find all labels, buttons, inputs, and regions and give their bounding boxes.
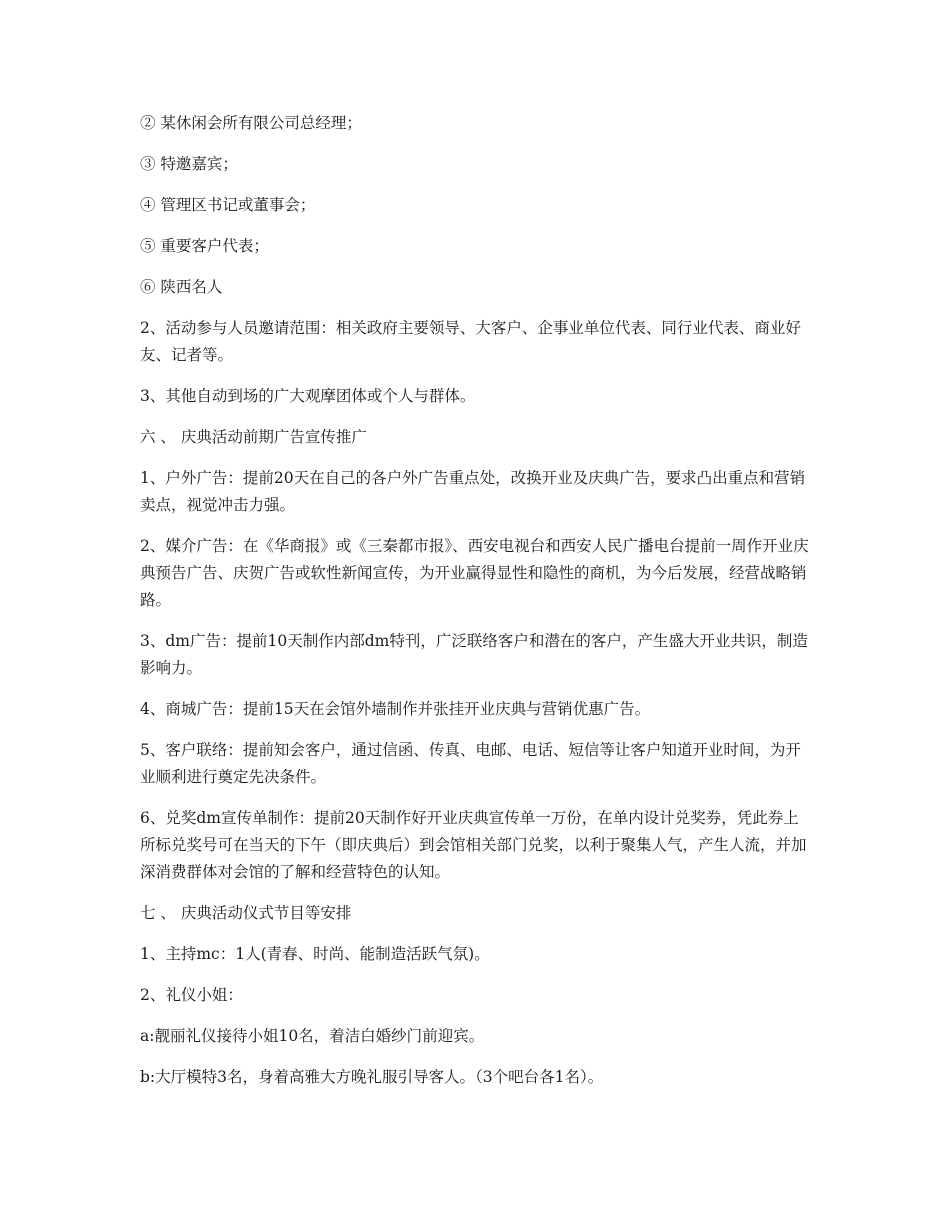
outdoor-ad-paragraph: 1、户外广告：提前20天在自己的各户外广告重点处，改换开业及庆典广告，要求凸出重点和营销卖点，视觉冲击力强。 [140,469,806,514]
guest-item-6: ⑥ 陕西名人 [140,278,223,296]
section-heading-7: 七 、 庆典活动仪式节目等安排 [140,904,352,922]
other-attendees-paragraph: 3、其他自动到场的广大观摩团体或个人与群体。 [140,387,476,405]
etiquette-item-a: a:靓丽礼仪接待小姐10名，着洁白婚纱门前迎宾。 [140,1027,485,1045]
guest-item-4: ④ 管理区书记或董事会； [140,196,316,214]
guest-item-2: ② 某休闲会所有限公司总经理； [140,114,362,132]
dm-ad-paragraph: 3、dm广告：提前10天制作内部dm特刊，广泛联络客户和潜在的客户，产生盛大开业共识，制造影响力。 [140,632,808,677]
prize-dm-paragraph: 6、兑奖dm宣传单制作：提前20天制作好开业庆典宣传单一万份，在单内设计兑奖券，凭此券上所标兑奖号可在当天的下午（即庆典后）到会馆相关部门兑奖，以利于聚集人气，产生人流，并加深消费群体对会馆的了解和经营特色的认知。 [140,809,807,881]
host-mc-paragraph: 1、主持mc：1人(青春、时尚、能制造活跃气氛)。 [140,945,490,963]
document-body [140,110,812,1105]
mall-ad-paragraph: 4、商城广告：提前15天在会馆外墙制作并张挂开业庆典与营销优惠广告。 [140,700,651,718]
etiquette-item-b: b:大厅模特3名，身着高雅大方晚礼服引导客人。（3个吧台各1名）。 [140,1068,604,1086]
guest-item-3: ③ 特邀嘉宾； [140,155,238,173]
guest-item-5: ⑤ 重要客户代表； [140,237,269,255]
section-heading-6: 六 、 庆典活动前期广告宣传推广 [140,428,367,446]
media-ad-paragraph: 2、媒介广告：在《华商报》或《三秦都市报》、西安电视台和西安人民广播电台提前一周作开业庆典预告广告、庆贺广告或软性新闻宣传，为开业赢得显性和隐性的商机，为今后发展，经营战略销路。 [140,537,809,609]
client-contact-paragraph: 5、客户联络：提前知会客户，通过信函、传真、电邮、电话、短信等让客户知道开业时间，为开业顺利进行奠定先决条件。 [140,741,801,786]
etiquette-heading: 2、礼仪小姐： [140,986,243,1004]
invite-scope-paragraph: 2、活动参与人员邀请范围：相关政府主要领导、大客户、企事业单位代表、同行业代表、商业好友、记者等。 [140,319,801,364]
